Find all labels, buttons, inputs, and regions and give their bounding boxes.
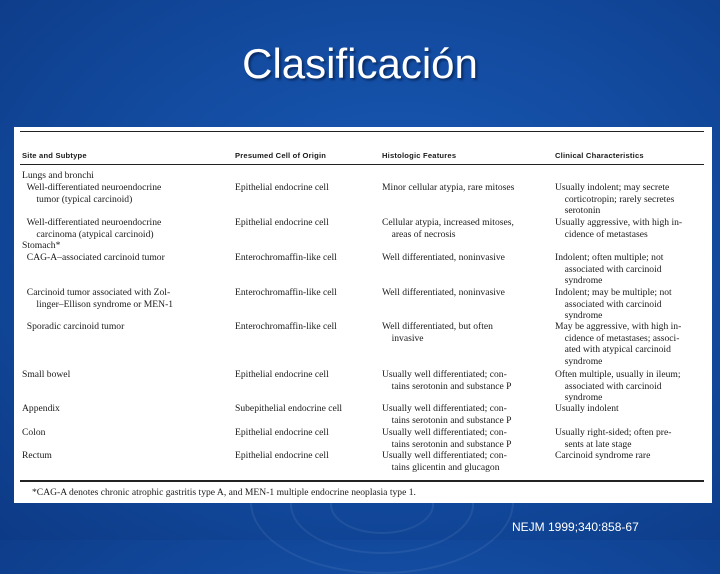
table-cell: Often multiple, usually in ileum; associated with carcinoid syndrome xyxy=(555,369,681,403)
header-rule xyxy=(20,164,704,165)
table-row: Colon xyxy=(22,427,46,438)
table-cell: Epithelial endocrine cell xyxy=(235,369,329,380)
table-cell: Usually well differentiated; con- tains serotonin and substance P xyxy=(382,427,512,450)
table-cell: Subepithelial endocrine cell xyxy=(235,403,343,414)
classification-table xyxy=(14,127,712,503)
table-cell: Usually well differentiated; con- tains serotonin and substance P xyxy=(382,369,512,392)
table-bottom-rule xyxy=(20,480,704,482)
table-cell: Usually well differentiated; con- tains glicentin and glucagon xyxy=(382,450,507,473)
table-cell: Enterochromaffin-like cell xyxy=(235,287,337,298)
table-cell: Enterochromaffin-like cell xyxy=(235,321,337,332)
table-row: Appendix xyxy=(22,403,60,414)
table-cell: Enterochromaffin-like cell xyxy=(235,252,337,263)
table-row: Sporadic carcinoid tumor xyxy=(22,321,125,332)
table-cell: Epithelial endocrine cell xyxy=(235,182,329,193)
table-cell: Indolent; often multiple; not associated with carcinoid syndrome xyxy=(555,252,664,286)
table-row: Lungs and bronchi xyxy=(22,170,94,181)
table-cell: Minor cellular atypia, rare mitoses xyxy=(382,182,515,193)
table-cell: Well differentiated, noninvasive xyxy=(382,252,505,263)
table-cell: Usually indolent; may secrete corticotropin; rarely secretes serotonin xyxy=(555,182,675,216)
table-row: Stomach* xyxy=(22,240,61,251)
table-cell: Carcinoid syndrome rare xyxy=(555,450,651,461)
table-cell: Usually well differentiated; con- tains serotonin and substance P xyxy=(382,403,512,426)
table-row: Well-differentiated neuroendocrine tumor (typical carcinoid) xyxy=(26,182,162,205)
table-row: Small bowel xyxy=(22,369,71,380)
header-site: Site and Subtype xyxy=(22,151,87,160)
table-cell: Usually right-sided; often pre- sents at late stage xyxy=(555,427,672,450)
slide-title: Clasificación xyxy=(242,40,478,87)
table-top-rule xyxy=(20,131,704,132)
header-histologic: Histologic Features xyxy=(382,151,457,160)
header-clinical: Clinical Characteristics xyxy=(555,151,644,160)
table-row: Rectum xyxy=(22,450,52,461)
table-cell: Cellular atypia, increased mitoses, areas of necrosis xyxy=(382,217,514,240)
header-cell-origin: Presumed Cell of Origin xyxy=(235,151,327,160)
table-cell: Epithelial endocrine cell xyxy=(235,427,329,438)
table-cell: May be aggressive, with high in- cidence of metastases; associ- ated with atypical carcinoid syndrome xyxy=(555,321,682,367)
table-cell: Epithelial endocrine cell xyxy=(235,217,329,228)
citation: NEJM 1999;340:858-67 xyxy=(512,520,639,534)
table-cell: Epithelial endocrine cell xyxy=(235,450,329,461)
table-cell: Usually indolent xyxy=(555,403,619,414)
table-cell: Well differentiated, noninvasive xyxy=(382,287,505,298)
table-cell: Well differentiated, but often invasive xyxy=(382,321,493,344)
table-row: Carcinoid tumor associated with Zol- linger–Ellison syndrome or MEN-1 xyxy=(26,287,174,310)
table-row: CAG-A–associated carcinoid tumor xyxy=(22,252,165,263)
table-row: Well-differentiated neuroendocrine carcinoma (atypical carcinoid) xyxy=(26,217,162,240)
table-cell: Usually aggressive, with high in- cidence of metastases xyxy=(555,217,683,240)
table-footnote: *CAG-A denotes chronic atrophic gastritis type A, and MEN-1 multiple endocrine neoplasia type 1. xyxy=(32,487,416,498)
table-cell: Indolent; may be multiple; not associated with carcinoid syndrome xyxy=(555,287,672,321)
